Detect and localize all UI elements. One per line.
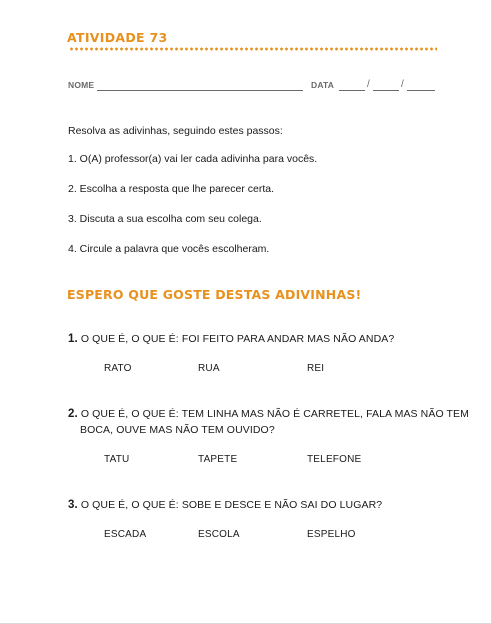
answer-option[interactable]: REI [307, 363, 325, 374]
name-label: NOME [68, 80, 95, 90]
date-day-field[interactable] [339, 90, 365, 91]
instruction-step-3: 3. Discuta a sua escolha com seu colega. [68, 213, 262, 225]
answer-option[interactable]: RATO [104, 363, 132, 374]
name-date-row [68, 80, 436, 94]
section-heading: ESPERO QUE GOSTE DESTAS ADIVINHAS! [67, 287, 362, 302]
question-text: O QUE É, O QUE É: TEM LINHA MAS NÃO É CARRETEL, FALA MAS NÃO TEM [80, 408, 470, 420]
activity-title: ATIVIDADE 73 [67, 30, 168, 45]
question-1 [68, 331, 394, 347]
answer-option[interactable]: RUA [198, 363, 220, 374]
question-number: 1. [68, 333, 78, 345]
date-label: DATA [311, 80, 335, 90]
question-text-continued: BOCA, OUVE MAS NÃO TEM OUVIDO? [80, 424, 275, 436]
answer-option[interactable]: ESCADA [104, 529, 147, 540]
question-3 [68, 497, 382, 513]
date-month-field[interactable] [373, 90, 399, 91]
instruction-step-4: 4. Circule a palavra que vocês escolheram. [68, 243, 270, 255]
answer-option[interactable]: ESCOLA [198, 529, 240, 540]
instructions-intro: Resolva as adivinhas, seguindo estes passos: [68, 125, 283, 137]
answer-option[interactable]: ESPELHO [307, 529, 356, 540]
date-separator-2: / [401, 79, 404, 90]
date-year-field[interactable] [407, 90, 435, 91]
name-field[interactable] [97, 90, 303, 91]
question-text: O QUE É, O QUE É: FOI FEITO PARA ANDAR MAS NÃO ANDA? [80, 333, 395, 345]
question-number: 3. [68, 499, 78, 511]
answer-option[interactable]: TELEFONE [307, 454, 362, 465]
answer-option[interactable]: TATU [104, 454, 130, 465]
instruction-step-1: 1. O(A) professor(a) vai ler cada adivinha para vocês. [68, 153, 318, 165]
question-number: 2. [68, 408, 78, 420]
dotted-divider [69, 47, 437, 51]
question-2 [68, 406, 469, 438]
answer-option[interactable]: TAPETE [198, 454, 238, 465]
question-text: O QUE É, O QUE É: SOBE E DESCE E NÃO SAI DO LUGAR? [80, 499, 383, 511]
date-separator-1: / [367, 79, 370, 90]
instruction-step-2: 2. Escolha a resposta que lhe parecer certa. [68, 183, 275, 195]
